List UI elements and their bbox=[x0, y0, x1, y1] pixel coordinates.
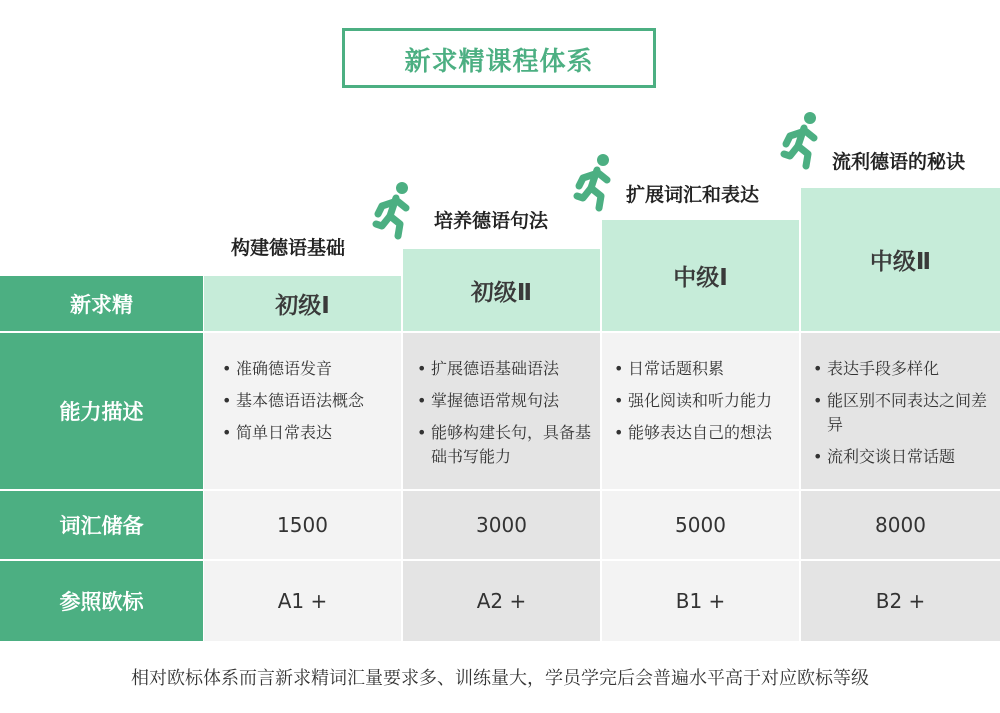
stage-heading-1: 构建德语基础 bbox=[231, 237, 346, 259]
list-item: • 扩展德语基础语法 bbox=[417, 357, 593, 381]
vocab-value: 5000 bbox=[675, 513, 726, 537]
level-label: 中级Ⅰ bbox=[673, 265, 728, 291]
cefr-cell-2 bbox=[403, 561, 600, 641]
level-label: 初级Ⅱ bbox=[470, 279, 533, 306]
footer-note: 相对欧标体系而言新求精词汇量要求多、训练量大，学员学完后会普遍水平高于对应欧标等级 bbox=[131, 668, 869, 689]
list-item: • 简单日常表达 bbox=[222, 421, 392, 445]
row-label-cefr: 参照欧标 bbox=[0, 561, 203, 641]
cefr-cell-4 bbox=[801, 561, 1000, 641]
list-item: • 日常话题积累 bbox=[614, 357, 796, 381]
cefr-cell-1 bbox=[204, 561, 401, 641]
ability-list bbox=[813, 357, 995, 477]
vocab-cell-4 bbox=[801, 491, 1000, 559]
row-label-vocab: 词汇储备 bbox=[0, 491, 203, 559]
stage-heading-4: 流利德语的秘诀 bbox=[832, 151, 966, 173]
level-cell-2 bbox=[403, 249, 600, 331]
level-cell-1 bbox=[204, 276, 401, 331]
cefr-value: B2 + bbox=[875, 589, 926, 613]
level-cell-3 bbox=[602, 220, 799, 331]
list-item: • 能区别不同表达之间差异 bbox=[813, 389, 995, 437]
cefr-value: B1 + bbox=[675, 589, 726, 613]
ability-cell-1 bbox=[204, 333, 401, 489]
list-item: • 能够表达自己的想法 bbox=[614, 421, 796, 445]
vocab-cell-3 bbox=[602, 491, 799, 559]
list-item: • 准确德语发音 bbox=[222, 357, 392, 381]
ability-cell-4 bbox=[801, 333, 1000, 489]
running-person-icon bbox=[780, 110, 824, 170]
level-cell-4 bbox=[801, 188, 1000, 331]
title-frame bbox=[342, 28, 656, 88]
page-title: 新求精课程体系 bbox=[404, 47, 594, 77]
vocab-value: 3000 bbox=[476, 513, 527, 537]
running-person-icon bbox=[573, 152, 617, 212]
vocab-value: 8000 bbox=[875, 513, 926, 537]
stage-heading-2: 培养德语句法 bbox=[434, 210, 549, 232]
ability-list bbox=[614, 357, 796, 453]
row-label-brand: 新求精 bbox=[0, 276, 203, 331]
list-item: • 基本德语语法概念 bbox=[222, 389, 392, 413]
vocab-cell-2 bbox=[403, 491, 600, 559]
list-item: • 强化阅读和听力能力 bbox=[614, 389, 796, 413]
cefr-cell-3 bbox=[602, 561, 799, 641]
level-label: 初级Ⅰ bbox=[275, 293, 330, 319]
list-item: • 表达手段多样化 bbox=[813, 357, 995, 381]
list-item: • 流利交谈日常话题 bbox=[813, 445, 995, 469]
level-label: 中级Ⅱ bbox=[869, 249, 932, 275]
row-label-ability: 能力描述 bbox=[0, 333, 203, 489]
vocab-value: 1500 bbox=[277, 513, 328, 537]
ability-cell-3 bbox=[602, 333, 799, 489]
vocab-cell-1 bbox=[204, 491, 401, 559]
cefr-value: A2 + bbox=[476, 589, 527, 613]
ability-list bbox=[417, 357, 593, 477]
stage-heading-3: 扩展词汇和表达 bbox=[626, 184, 760, 206]
ability-cell-2 bbox=[403, 333, 600, 489]
running-person-icon bbox=[372, 180, 416, 240]
ability-list bbox=[222, 357, 392, 453]
cefr-value: A1 + bbox=[277, 589, 328, 613]
list-item: • 掌握德语常规句法 bbox=[417, 389, 593, 413]
list-item: • 能够构建长句，具备基础书写能力 bbox=[417, 421, 593, 469]
